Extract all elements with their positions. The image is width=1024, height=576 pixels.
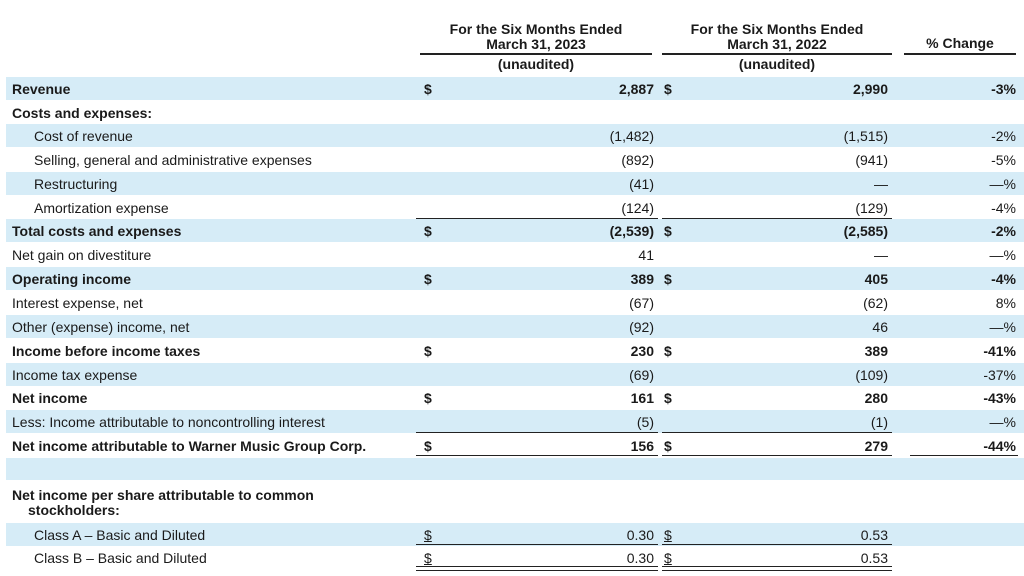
column-header-change: % Change bbox=[926, 35, 994, 51]
header-rule-2022 bbox=[662, 53, 892, 55]
value-2023: 2,887 bbox=[618, 81, 654, 97]
percent-change: -43% bbox=[983, 390, 1016, 406]
currency-symbol-2023: $ bbox=[424, 438, 432, 454]
column-header-2023-line2: March 31, 2023 bbox=[486, 36, 586, 52]
row-label: Interest expense, net bbox=[12, 295, 143, 311]
value-2022: (129) bbox=[855, 200, 888, 216]
table-row bbox=[6, 219, 1024, 242]
table-row bbox=[6, 172, 1024, 195]
eps-value-2023: 0.30 bbox=[626, 550, 654, 566]
value-2022: 405 bbox=[864, 271, 888, 287]
percent-change: —% bbox=[989, 247, 1016, 263]
currency-symbol-2022: $ bbox=[664, 550, 672, 566]
value-2023: 161 bbox=[630, 390, 654, 406]
value-2022: 279 bbox=[864, 438, 888, 454]
currency-symbol-2022: $ bbox=[664, 271, 672, 287]
value-2023: (892) bbox=[621, 152, 654, 168]
column-header-2022 bbox=[662, 22, 892, 52]
value-2022: (62) bbox=[863, 295, 888, 311]
row-label: Other (expense) income, net bbox=[12, 319, 190, 335]
column-header-2023-line1: For the Six Months Ended bbox=[449, 21, 623, 37]
eps-row bbox=[6, 546, 1024, 569]
value-2022: (941) bbox=[855, 152, 888, 168]
column-header-2023-note: (unaudited) bbox=[497, 56, 575, 72]
percent-change: -3% bbox=[991, 81, 1016, 97]
currency-symbol-2022: $ bbox=[664, 527, 672, 543]
currency-symbol-2022: $ bbox=[664, 390, 672, 406]
value-2022: — bbox=[874, 247, 888, 263]
row-label: Revenue bbox=[12, 81, 71, 97]
value-2022: 280 bbox=[864, 390, 888, 406]
table-row bbox=[6, 124, 1024, 147]
eps-row-label: Class A – Basic and Diluted bbox=[34, 527, 206, 543]
eps-total-rule-2023 bbox=[416, 566, 658, 571]
value-2023: 389 bbox=[630, 271, 654, 287]
currency-symbol-2022: $ bbox=[664, 223, 672, 239]
eps-title-line1: Net income per share attributable to common bbox=[12, 487, 314, 503]
row-label: Operating income bbox=[12, 271, 132, 287]
table-row bbox=[6, 101, 1024, 124]
percent-change: -2% bbox=[991, 223, 1016, 239]
table-row bbox=[6, 243, 1024, 266]
eps-rule-2023 bbox=[416, 544, 658, 545]
value-2022: 389 bbox=[864, 343, 888, 359]
percent-change: —% bbox=[989, 414, 1016, 430]
eps-title-line2: stockholders: bbox=[28, 502, 120, 518]
row-label: Costs and expenses: bbox=[12, 105, 153, 121]
row-label: Income tax expense bbox=[12, 367, 138, 383]
value-2023: (1,482) bbox=[609, 128, 654, 144]
eps-row-label: Class B – Basic and Diluted bbox=[34, 550, 207, 566]
subtotal-rule-2023 bbox=[416, 432, 658, 433]
table-row bbox=[6, 339, 1024, 362]
table-row bbox=[6, 148, 1024, 171]
value-2023: 230 bbox=[630, 343, 654, 359]
currency-symbol-2023: $ bbox=[424, 343, 432, 359]
row-label: Amortization expense bbox=[34, 200, 169, 216]
table-row bbox=[6, 315, 1024, 338]
spacer-row bbox=[6, 458, 1024, 480]
row-label: Net income bbox=[12, 390, 88, 406]
row-label: Selling, general and administrative expenses bbox=[34, 152, 312, 168]
value-2023: (69) bbox=[629, 367, 654, 383]
value-2023: (92) bbox=[629, 319, 654, 335]
table-row bbox=[6, 386, 1024, 409]
percent-change: -44% bbox=[983, 438, 1016, 454]
currency-symbol-2022: $ bbox=[664, 343, 672, 359]
value-2023: (5) bbox=[636, 414, 654, 430]
header-rule-change bbox=[904, 53, 1016, 55]
row-label: Restructuring bbox=[34, 176, 118, 192]
row-label: Net gain on divestiture bbox=[12, 247, 152, 263]
row-label: Less: Income attributable to noncontrolling interest bbox=[12, 414, 325, 430]
value-2022: (1,515) bbox=[843, 128, 888, 144]
table-row bbox=[6, 363, 1024, 386]
eps-row bbox=[6, 523, 1024, 546]
table-row bbox=[6, 267, 1024, 290]
value-2023: 156 bbox=[630, 438, 654, 454]
percent-change: -4% bbox=[991, 200, 1016, 216]
percent-change: —% bbox=[989, 176, 1016, 192]
currency-symbol-2023: $ bbox=[424, 271, 432, 287]
currency-symbol-2022: $ bbox=[664, 438, 672, 454]
subtotal-rule-2022 bbox=[662, 432, 892, 433]
table-row bbox=[6, 196, 1024, 219]
value-2023: (2,539) bbox=[609, 223, 654, 239]
table-row bbox=[6, 77, 1024, 100]
value-2023: (67) bbox=[629, 295, 654, 311]
currency-symbol-2023: $ bbox=[424, 390, 432, 406]
row-label: Total costs and expenses bbox=[12, 223, 182, 239]
eps-value-2023: 0.30 bbox=[626, 527, 654, 543]
eps-rule-2022 bbox=[662, 544, 892, 545]
currency-symbol-2023: $ bbox=[424, 81, 432, 97]
value-2022: (2,585) bbox=[843, 223, 888, 239]
column-header-2022-line2: March 31, 2022 bbox=[727, 36, 827, 52]
table-row bbox=[6, 291, 1024, 314]
percent-change: -4% bbox=[991, 271, 1016, 287]
currency-symbol-2023: $ bbox=[424, 223, 432, 239]
value-2023: 41 bbox=[638, 247, 654, 263]
row-label: Income before income taxes bbox=[12, 343, 201, 359]
value-2022: (109) bbox=[855, 367, 888, 383]
value-2022: (1) bbox=[870, 414, 888, 430]
percent-change: -37% bbox=[983, 367, 1016, 383]
value-2023: (124) bbox=[621, 200, 654, 216]
header-rule-2023 bbox=[420, 53, 652, 55]
percent-change: -2% bbox=[991, 128, 1016, 144]
value-2023: (41) bbox=[629, 176, 654, 192]
column-header-2023 bbox=[420, 22, 652, 52]
eps-value-2022: 0.53 bbox=[860, 527, 888, 543]
percent-change: —% bbox=[989, 319, 1016, 335]
currency-symbol-2023: $ bbox=[424, 550, 432, 566]
column-header-2022-note: (unaudited) bbox=[738, 56, 816, 72]
value-2022: 2,990 bbox=[852, 81, 888, 97]
value-2022: 46 bbox=[872, 319, 888, 335]
percent-change: -5% bbox=[991, 152, 1016, 168]
row-label: Cost of revenue bbox=[34, 128, 133, 144]
currency-symbol-2022: $ bbox=[664, 81, 672, 97]
table-row bbox=[6, 410, 1024, 433]
row-label: Net income attributable to Warner Music Group Corp. bbox=[12, 438, 367, 454]
percent-change: 8% bbox=[995, 295, 1016, 311]
currency-symbol-2023: $ bbox=[424, 527, 432, 543]
percent-change: -41% bbox=[983, 343, 1016, 359]
eps-total-rule-2022 bbox=[662, 566, 892, 571]
table-row bbox=[6, 434, 1024, 457]
eps-value-2022: 0.53 bbox=[860, 550, 888, 566]
value-2022: — bbox=[874, 176, 888, 192]
column-header-2022-line1: For the Six Months Ended bbox=[690, 21, 864, 37]
